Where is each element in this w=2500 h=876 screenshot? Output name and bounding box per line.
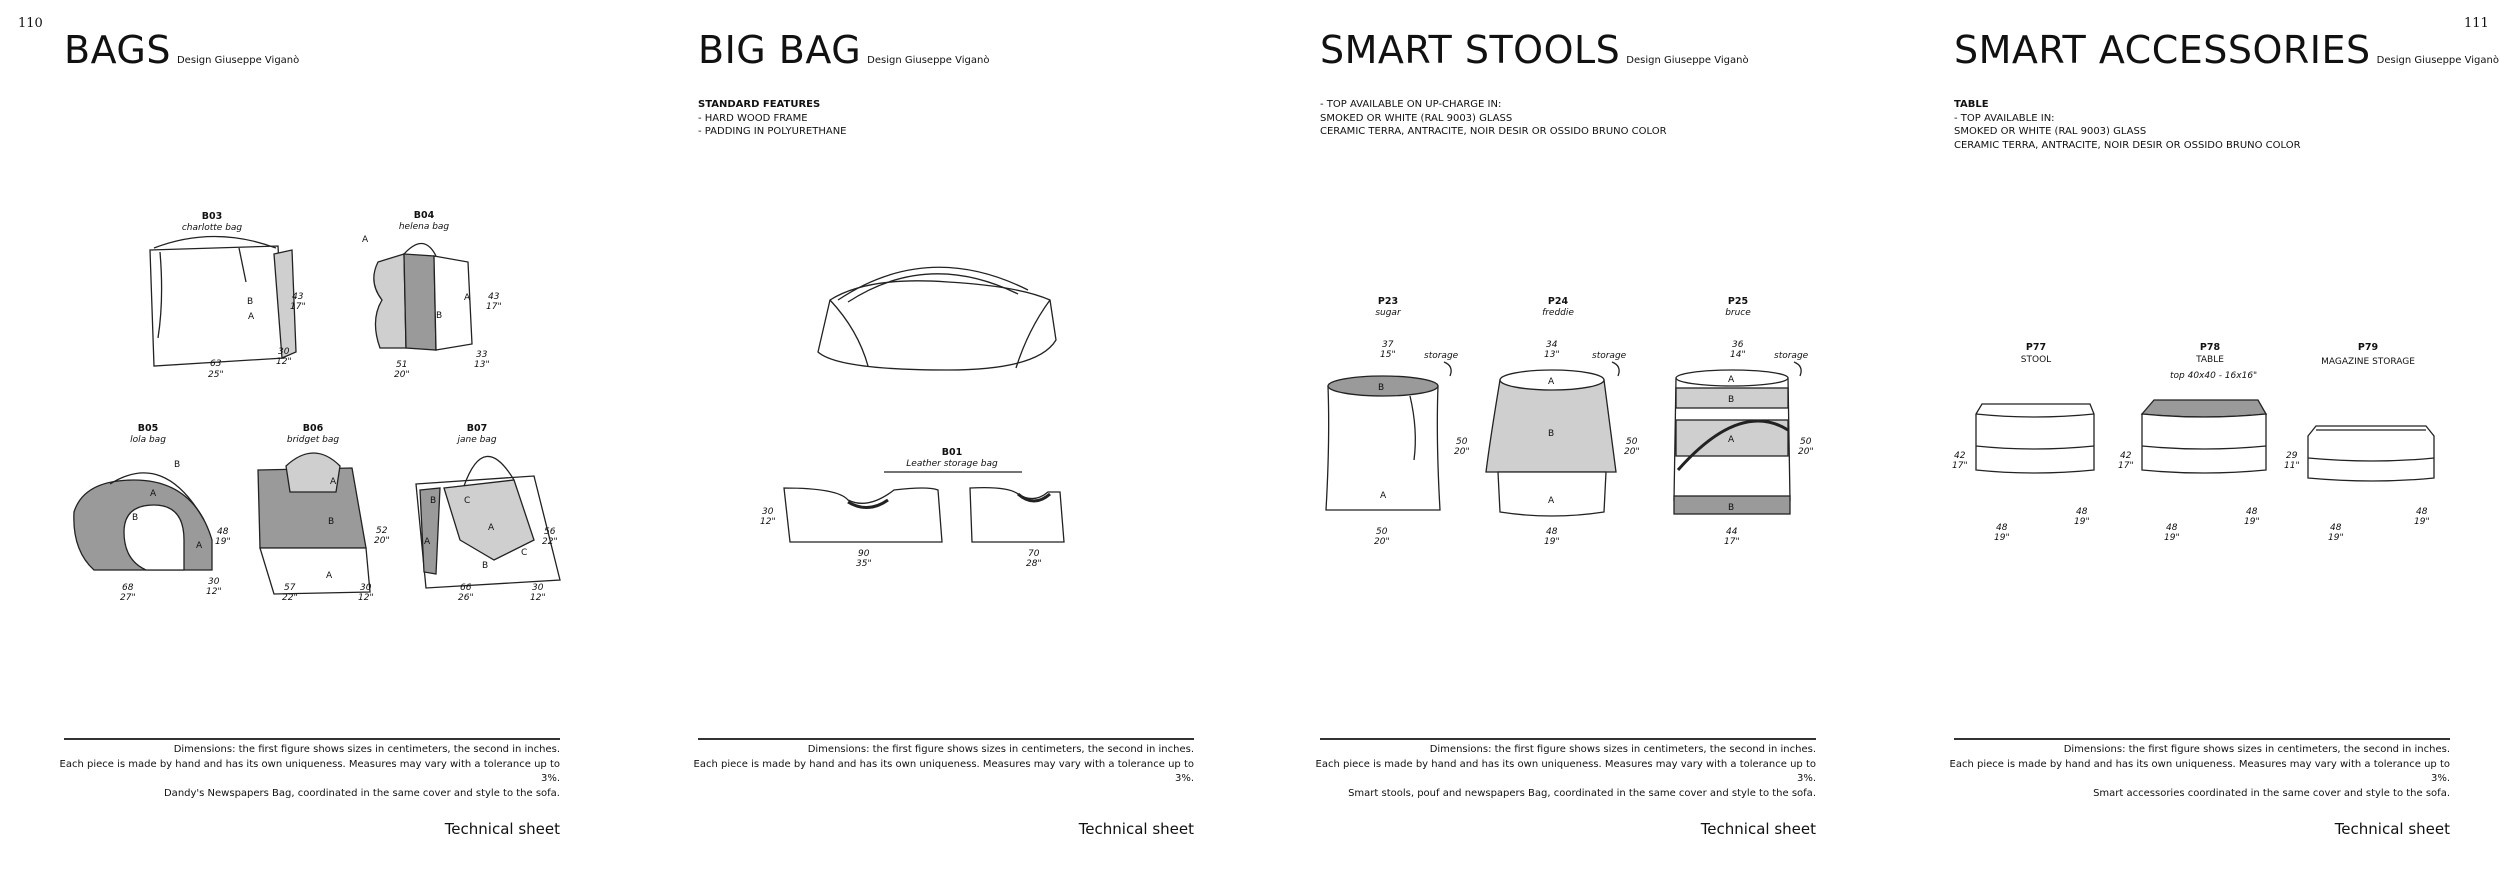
item-code: B05 [137, 423, 159, 434]
item-name: bridget bag [286, 435, 340, 445]
dim: 17" [1724, 537, 1740, 547]
callout-b: B [1728, 503, 1735, 513]
bags-drawings [64, 0, 560, 700]
dim: 50 [1376, 527, 1388, 537]
dim: 35" [856, 559, 872, 569]
dim: 17" [290, 302, 306, 312]
item-code: P25 [1727, 296, 1749, 307]
item-name: MAGAZINE STORAGE [2321, 357, 2415, 367]
stools-drawings [1320, 0, 1816, 700]
notes [40, 743, 560, 801]
callout-b: B [132, 513, 139, 523]
feature-line: CERAMIC TERRA, ANTRACITE, NOIR DESIR OR OSSIDO BRUNO COLOR [1320, 126, 1667, 137]
callout-b: B [1728, 395, 1735, 405]
dim: 48 [2076, 507, 2088, 517]
item-name: STOOL [2020, 355, 2052, 365]
dim: 30 [208, 577, 220, 587]
page-number-right: 111 [2464, 16, 2489, 31]
dim: 48 [1546, 527, 1558, 537]
dim: 34 [1546, 340, 1558, 350]
callout-a: A [196, 541, 203, 551]
section-title: SMART STOOLS [1320, 28, 1621, 72]
dim: 57 [284, 583, 296, 593]
dim: 42 [1954, 451, 1966, 461]
dim: 63 [210, 359, 222, 369]
divider [1320, 738, 1816, 740]
footer-label: Technical sheet [1700, 820, 1816, 838]
storage-label: storage [1424, 351, 1459, 361]
callout-a: A [1728, 375, 1735, 385]
dim: 20" [1624, 447, 1640, 457]
dim: 50 [1456, 437, 1468, 447]
note-line: Each piece is made by hand and has its own uniqueness. Measures may vary with a tolerance up to 3%. [59, 758, 560, 784]
dim: 30 [532, 583, 544, 593]
callout-b: B [1548, 429, 1555, 439]
callout-a: A [1548, 496, 1555, 506]
dim: 48 [2166, 523, 2178, 533]
item-code: P77 [2025, 342, 2047, 353]
dim: 50 [1800, 437, 1812, 447]
footer-label: Technical sheet [1078, 820, 1194, 838]
callout-c: C [521, 548, 528, 558]
footer-label: Technical sheet [444, 820, 560, 838]
stool-drawing-p24 [1486, 296, 1640, 547]
dim: 68 [122, 583, 134, 593]
dim: 48 [217, 527, 229, 537]
dim: 19" [1994, 533, 2010, 543]
feature-line: SMOKED OR WHITE (RAL 9003) GLASS [1954, 126, 2147, 137]
item-name: jane bag [457, 435, 497, 445]
dim: 25" [208, 370, 224, 380]
dim: 12" [206, 587, 222, 597]
dim: 17" [486, 302, 502, 312]
dim: 12" [530, 593, 546, 603]
bag-drawing-b04 [362, 210, 502, 380]
dim: 51 [396, 360, 408, 370]
note-line: Each piece is made by hand and has its own uniqueness. Measures may vary with a tolerance up to 3%. [1315, 758, 1816, 784]
note-line: Dandy's Newspapers Bag, coordinated in the same cover and style to the sofa. [163, 787, 560, 799]
callout-a: A [488, 523, 495, 533]
accessory-drawing-p79 [2284, 342, 2434, 543]
designer-credit: Design Giuseppe Viganò [176, 55, 300, 66]
dim: 19" [2328, 533, 2344, 543]
dim: 19" [2414, 517, 2430, 527]
dim: 44 [1726, 527, 1738, 537]
bag-drawing-b05 [74, 423, 231, 603]
dim: 12" [760, 517, 776, 527]
item-code: B01 [941, 447, 963, 458]
dim: 19" [215, 537, 231, 547]
storage-label: storage [1774, 351, 1809, 361]
note-line: Dimensions: the first figure shows sizes in centimeters, the second in inches. [173, 744, 560, 755]
dim: 43 [488, 292, 500, 302]
dim: 30 [360, 583, 372, 593]
callout-b: B [430, 496, 437, 506]
callout-a: A [1548, 377, 1555, 387]
dim: 48 [1996, 523, 2008, 533]
note-line: Dimensions: the first figure shows sizes in centimeters, the second in inches. [2063, 744, 2450, 755]
callout-a: A [1728, 435, 1735, 445]
designer-credit: Design Giuseppe Viganò [1626, 55, 1749, 66]
dim: 17" [2118, 461, 2134, 471]
feature-line: - TOP AVAILABLE IN: [1954, 112, 2055, 124]
feature-line: SMOKED OR WHITE (RAL 9003) GLASS [1320, 112, 1513, 124]
dim: 70 [1028, 549, 1040, 559]
item-name: freddie [1542, 308, 1574, 318]
callout-b: B [1378, 383, 1385, 393]
dim: 28" [1026, 559, 1042, 569]
dim: 20" [394, 370, 410, 380]
designer-credit: Design Giuseppe Viganò [2376, 55, 2499, 66]
callout-a: A [464, 293, 471, 303]
item-name: sugar [1375, 308, 1401, 318]
dim: 19" [2164, 533, 2180, 543]
dim: 20" [1374, 537, 1390, 547]
dim: 48 [2246, 507, 2258, 517]
item-name: TABLE [2196, 355, 2224, 365]
stool-drawing-p25 [1674, 296, 1814, 547]
dim: 52 [376, 526, 388, 536]
features-head: TABLE [1954, 99, 1989, 110]
item-name: bruce [1725, 308, 1751, 318]
note-line: Each piece is made by hand and has its own uniqueness. Measures may vary with a tolerance up to 3%. [693, 758, 1194, 784]
item-code: P78 [2199, 342, 2221, 353]
panel-bags [59, 0, 560, 876]
bag-drawing-b06 [258, 423, 390, 603]
stool-drawing-p23 [1326, 296, 1470, 547]
page-number-left: 110 [18, 16, 43, 31]
feature-line: - HARD WOOD FRAME [698, 112, 808, 124]
callout-b: B [247, 297, 254, 307]
item-subtitle: top 40x40 - 16x16" [2170, 371, 2258, 381]
item-name: helena bag [398, 222, 450, 232]
footer-label: Technical sheet [2334, 820, 2450, 838]
dim: 14" [1730, 350, 1746, 360]
dim: 20" [374, 536, 390, 546]
callout-b: B [482, 561, 489, 571]
callout-a: A [150, 489, 157, 499]
notes [1296, 743, 1816, 801]
panel-big-bag [693, 0, 1194, 876]
accessories-drawings [1954, 0, 2450, 700]
panel-smart-stools [1315, 0, 1816, 876]
features-head: STANDARD FEATURES [698, 99, 821, 110]
dim: 56 [544, 527, 556, 537]
section-title: BAGS [64, 28, 171, 72]
dim: 20" [1454, 447, 1470, 457]
notes [1930, 743, 2450, 801]
dim: 66 [460, 583, 472, 593]
callout-b: B [174, 460, 181, 470]
item-code: B03 [201, 211, 223, 222]
note-line: Each piece is made by hand and has its own uniqueness. Measures may vary with a tolerance up to 3%. [1949, 758, 2450, 784]
dim: 22" [542, 537, 558, 547]
accessory-drawing-p77 [1952, 342, 2094, 543]
dim: 90 [858, 549, 870, 559]
bag-drawing-b01-elevations [760, 447, 1064, 569]
callout-a: A [330, 477, 337, 487]
dim: 15" [1380, 350, 1396, 360]
notes [674, 743, 1194, 787]
callout-a: A [362, 235, 369, 245]
dim: 12" [358, 593, 374, 603]
dim: 19" [2074, 517, 2090, 527]
callout-a: A [424, 537, 431, 547]
section-title: BIG BAG [698, 28, 862, 72]
dim: 19" [1544, 537, 1560, 547]
dim: 27" [120, 593, 136, 603]
callout-a: A [248, 312, 255, 322]
divider [698, 738, 1194, 740]
item-name: Leather storage bag [906, 459, 998, 469]
item-code: B06 [302, 423, 324, 434]
dim: 48 [2416, 507, 2428, 517]
item-name: charlotte bag [181, 223, 243, 233]
dim: 20" [1798, 447, 1814, 457]
designer-credit: Design Giuseppe Viganò [867, 55, 990, 66]
accessory-drawing-p78 [2118, 342, 2266, 543]
section-title: SMART ACCESSORIES [1954, 28, 2371, 72]
dim: 33 [476, 350, 488, 360]
callout-b: B [328, 517, 335, 527]
callout-b: B [436, 311, 443, 321]
item-code: P24 [1547, 296, 1569, 307]
item-code: B04 [413, 210, 435, 221]
note-line: Dimensions: the first figure shows sizes in centimeters, the second in inches. [1429, 744, 1816, 755]
dim: 48 [2330, 523, 2342, 533]
dim: 11" [2284, 461, 2300, 471]
feature-line: - PADDING IN POLYURETHANE [698, 126, 847, 137]
dim: 30 [278, 347, 290, 357]
dim: 26" [458, 593, 474, 603]
bag-drawing-b07 [416, 423, 560, 603]
note-line: Dimensions: the first figure shows sizes in centimeters, the second in inches. [807, 744, 1194, 755]
item-code: P23 [1377, 296, 1399, 307]
item-name: lola bag [130, 435, 166, 445]
callout-a: A [1380, 491, 1387, 501]
dim: 19" [2244, 517, 2260, 527]
callout-c: C [464, 496, 471, 506]
dim: 37 [1382, 340, 1394, 350]
item-code: B07 [466, 423, 488, 434]
dim: 29 [2286, 451, 2298, 461]
feature-line: CERAMIC TERRA, ANTRACITE, NOIR DESIR OR OSSIDO BRUNO COLOR [1954, 139, 2301, 151]
dim: 30 [762, 507, 774, 517]
big-bag-drawings [698, 0, 1194, 700]
dim: 22" [282, 593, 298, 603]
dim: 42 [2120, 451, 2132, 461]
bag-drawing-b01-perspective [818, 267, 1056, 370]
item-code: P79 [2357, 342, 2379, 353]
storage-label: storage [1592, 351, 1627, 361]
note-line: Smart accessories coordinated in the same cover and style to the sofa. [2093, 787, 2450, 799]
bag-drawing-b03 [150, 211, 306, 380]
dim: 13" [1544, 350, 1560, 360]
note-line: Smart stools, pouf and newspapers Bag, coordinated in the same cover and style to the sofa. [1348, 787, 1816, 799]
feature-line: - TOP AVAILABLE ON UP-CHARGE IN: [1320, 99, 1502, 110]
dim: 43 [292, 292, 304, 302]
dim: 12" [276, 357, 292, 367]
dim: 17" [1952, 461, 1968, 471]
dim: 13" [474, 360, 490, 370]
dim: 36 [1732, 340, 1744, 350]
callout-a: A [326, 571, 333, 581]
divider [1954, 738, 2450, 740]
dim: 50 [1626, 437, 1638, 447]
divider [64, 738, 560, 740]
